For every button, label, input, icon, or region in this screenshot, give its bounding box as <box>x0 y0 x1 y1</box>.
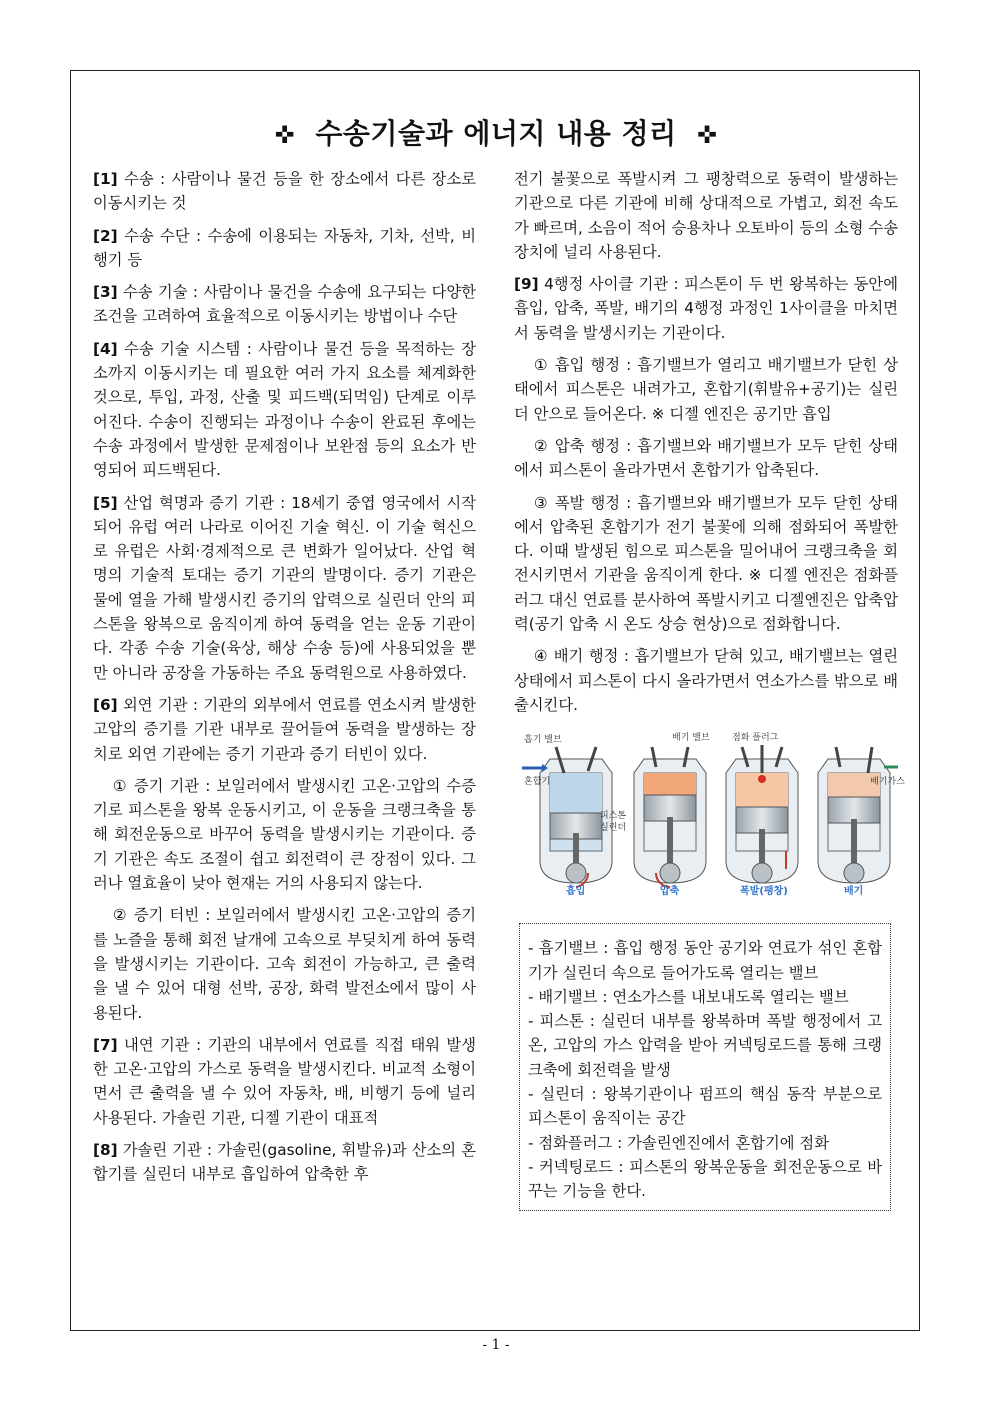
title-deco-left-icon: ✜ <box>274 121 296 149</box>
definition-intake-valve: - 흡기밸브 : 흡입 행정 동안 공기와 연료가 섞인 혼합기가 실린더 속으로 들어가도록 열리는 밸브 <box>528 939 882 982</box>
stage-label-power: 폭발(팽창) <box>740 886 788 898</box>
section-3: [3] 수송 기술 : 사람이나 물건을 수송에 요구되는 다양한 조건을 고려하여 효율적으로 이동시키는 방법이나 수단 <box>93 283 476 326</box>
label-piston: 피스톤 <box>600 811 627 822</box>
engine-exhaust <box>818 747 898 883</box>
section-8: [8] 가솔린 기관 : 가솔린(gasoline, 휘발유)과 산소의 혼합기를 실린더 내부로 흡입하여 압축한 후 <box>93 1140 476 1184</box>
section-6-item-1: ① 증기 기관 : 보일러에서 발생시킨 고온·고압의 수증기로 피스톤을 왕복 운동시키고, 이 운동을 크랭크축을 통해 회전운동으로 바꾸어 동력을 발생시키는 기관이다. 증기 기관은 속도 조절이 쉽고 회전력이 큰 장점이 있다. 그러나 열효율이 낮아 현재는 거의 사용되지 않는다. <box>93 776 476 893</box>
section-6: [6] 외연 기관 : 기관의 외부에서 연료를 연소시켜 발생한 고압의 증기를 기관 내부로 끌어들여 동력을 발생하는 장치로 외연 기관에는 증기 기관과 증기 터빈이 있다. <box>93 695 476 763</box>
engine-intake <box>522 747 612 887</box>
definition-spark-plug: - 점화플러그 : 가솔린엔진에서 혼합기에 점화 <box>528 1133 829 1152</box>
section-9: [9] 4행정 사이클 기관 : 피스톤이 두 번 왕복하는 동안에 흡입, 압축, 폭발, 배기의 4행정 과정인 1사이클을 마치면서 동력을 발생시키는 기관이다. <box>514 275 898 342</box>
section-9-item-3: ③ 폭발 행정 : 흡기밸브와 배기밸브가 모두 닫힌 상태에서 압축된 혼합기가 전기 불꽃에 의해 점화되어 폭발한다. 이때 발생된 힘으로 피스톤을 밀어내어 크랭크축을 회전시키면서 기관을 움직이게 한다. ※ 디젤 엔진은 점화플러그 대신 연료를 분사하여 폭발시키고 디젤엔진은 압축압력(공기 압축 시 온도 상승 현상)으로 점화합니다. <box>514 493 898 634</box>
definition-piston: - 피스톤 : 실린더 내부를 왕복하며 폭발 행정에서 고온, 고압의 가스 압력을 받아 커넥팅로드를 통해 크랭크축에 회전력을 발생 <box>528 1012 882 1079</box>
label-exhaust-gas: 배기가스 <box>870 777 905 788</box>
definition-connecting-rod: - 커넥팅로드 : 피스톤의 왕복운동을 회전운동으로 바꾸는 기능을 한다. <box>528 1157 882 1201</box>
label-intake-valve: 흡기 밸브 <box>524 735 562 746</box>
engine-compression <box>634 747 706 887</box>
title-deco-right-icon: ✜ <box>696 121 718 149</box>
section-9-item-4: ④ 배기 행정 : 흡기밸브가 닫혀 있고, 배기밸브는 열린 상태에서 피스톤이 다시 올라가면서 연소가스를 밖으로 배출시킨다. <box>514 647 898 714</box>
label-exhaust-valve: 배기 밸브 <box>672 733 710 744</box>
four-stroke-diagram <box>514 733 905 903</box>
stage-label-exhaust: 배기 <box>844 886 864 898</box>
definition-cylinder: - 실린더 : 왕복기관이나 펌프의 핵심 동작 부분으로 피스톤이 움직이는 공간 <box>528 1085 882 1128</box>
section-9-item-1: ① 흡입 행정 : 흡기밸브가 열리고 배기밸브가 닫힌 상태에서 피스톤은 내려가고, 혼합기(휘발유+공기)는 실린더 안으로 들어온다. ※ 디젤 엔진은 공기만 흡입 <box>514 356 898 423</box>
right-column <box>514 167 905 1211</box>
section-4: [4] 수송 기술 시스템 : 사람이나 물건 등을 목적하는 장소까지 이동시키는 데 필요한 여러 가지 요소를 체계화한 것으로, 투입, 과정, 산출 및 피드백(되먹임) 단계로 이루어진다. 수송이 진행되는 과정이나 수송이 완료된 후에는 수송 과정에서 발생한 문제점이나 보완점 등의 요소가 반영되어 피드백된다. <box>93 339 476 480</box>
stage-label-intake: 흡입 <box>566 886 586 898</box>
section-7: [7] 내연 기관 : 기관의 내부에서 연료를 직접 태워 발생한 고온·고압의 가스로 동력을 발생시킨다. 비교적 소형이면서 큰 출력을 낼 수 있어 자동차, 배, 비행기 등에 널리 사용된다. 가솔린 기관, 디젤 기관이 대표적 <box>93 1035 476 1127</box>
label-spark-plug: 점화 플러그 <box>732 733 779 744</box>
section-5: [5] 산업 혁명과 증기 기관 : 18세기 중엽 영국에서 시작되어 유럽 여러 나라로 이어진 기술 혁신. 이 기술 혁신으로 유럽은 사회·경제적으로 큰 변화가 일어났다. 산업 혁명의 기술적 토대는 증기 기관의 발명이다. 증기 기관은 물에 열을 가해 발생시킨 증기의 압력으로 실린더 안의 피스톤을 왕복으로 움직이게 하여 동력을 얻는 운동 기관이다. 각종 수송 기술(육상, 해상 수송 등)에 사용되었을 뿐만 아니라 공장을 가동하는 주요 동력원으로 사용하였다. <box>93 493 476 682</box>
section-1: [1] 수송 : 사람이나 물건 등을 한 장소에서 다른 장소로 이동시키는 것 <box>93 170 476 213</box>
engine-power <box>726 745 798 883</box>
section-8-continued: 전기 불꽃으로 폭발시켜 그 팽창력으로 동력이 발생하는 기관으로 다른 기관에 비해 상대적으로 가볍고, 회전 속도가 빠르며, 소음이 적어 승용차나 오토바이 등의 소형 수송 장치에 널리 사용된다. <box>514 170 898 261</box>
page-title <box>0 112 992 152</box>
definition-exhaust-valve: - 배기밸브 : 연소가스를 내보내도록 열리는 밸브 <box>528 987 849 1006</box>
definitions-box <box>519 923 891 1210</box>
label-mixture: 혼합기 <box>524 777 551 788</box>
left-column <box>93 167 476 1195</box>
section-2: [2] 수송 수단 : 수송에 이용되는 자동차, 기차, 선박, 비행기 등 <box>93 226 476 269</box>
section-6-item-2: ② 증기 터빈 : 보일러에서 발생시킨 고온·고압의 증기를 노즐을 통해 회전 날개에 고속으로 부딪치게 하여 동력을 발생시키는 기관이다. 고속 회전이 가능하고, 큰 출력을 낼 수 있어 대형 선박, 공장, 화력 발전소에서 많이 사용된다. <box>93 906 476 1022</box>
title-text: 수송기술과 에너지 내용 정리 <box>315 117 677 150</box>
page-number: - 1 - <box>482 1337 510 1353</box>
section-9-item-2: ② 압축 행정 : 흡기밸브와 배기밸브가 모두 닫힌 상태에서 피스톤이 올라가면서 혼합기가 압축된다. <box>514 436 898 480</box>
stage-label-compression: 압축 <box>660 886 680 898</box>
four-stroke-illustration <box>514 733 898 903</box>
label-cylinder: 실린더 <box>600 823 627 834</box>
